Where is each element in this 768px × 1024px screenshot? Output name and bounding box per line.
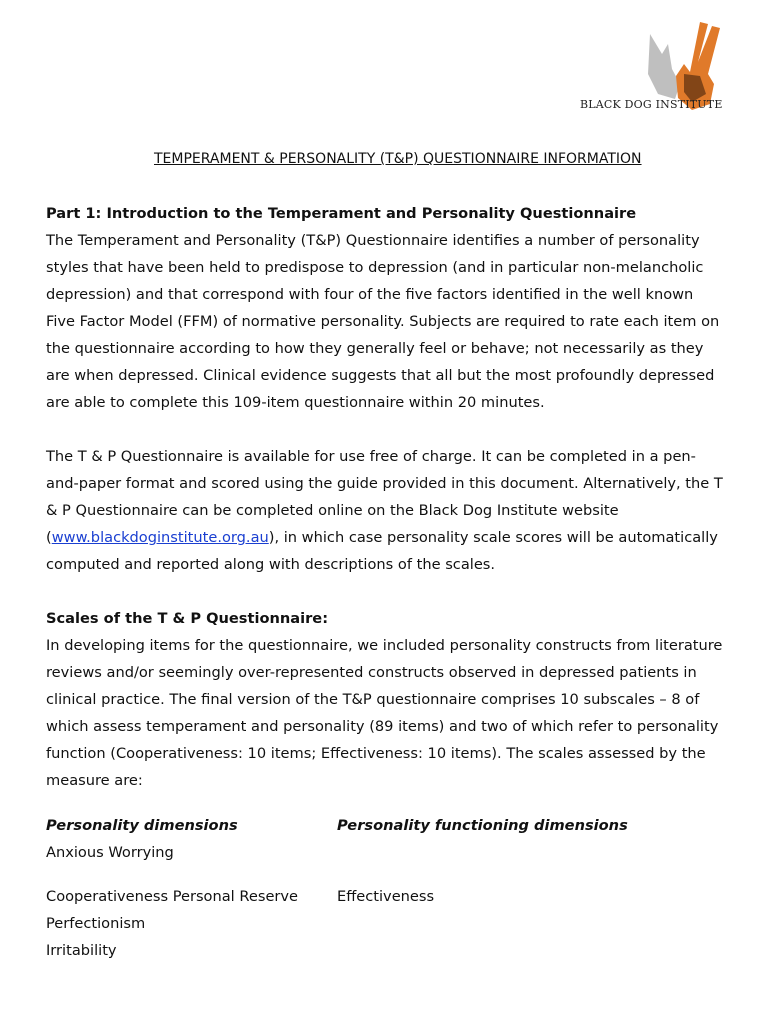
document-body <box>46 200 726 964</box>
dimensions-row <box>46 883 726 910</box>
part1-paragraph-2 <box>46 443 726 578</box>
logo-text: BLACK DOG INSTITUTE <box>580 98 723 111</box>
functioning-dimensions-header: Personality functioning dimensions <box>337 817 628 834</box>
dimension-item: Irritability <box>46 942 117 959</box>
dimension-item: Cooperativeness Personal Reserve <box>46 888 299 905</box>
document-title: TEMPERAMENT & PERSONALITY (T&P) QUESTIONNAIRE INFORMATION <box>154 151 642 167</box>
website-link[interactable]: www.blackdoginstitute.org.au <box>51 529 269 546</box>
part1-paragraph-1: The Temperament and Personality (T&P) Questionnaire identifies a number of personality styles that have been held to predispose to depression (and in particular non-melancholic depression) and that correspond with four of the five factors identified in the well known Five Factor Model (FFM) of normative personality. Subjects are required to rate each item on the questionnaire according to how they generally feel or behave; not necessarily as they are when depressed. Clinical evidence suggests that all but the most profoundly depressed are able to complete this 109-item questionnaire within 20 minutes. <box>46 232 720 411</box>
dimensions-row <box>46 937 726 964</box>
functioning-item: Effectiveness <box>337 888 435 905</box>
dimension-item: Perfectionism <box>46 915 146 932</box>
dimensions-row <box>46 910 726 937</box>
dimensions-header-row <box>46 812 726 839</box>
personality-dimensions-header: Personality dimensions <box>46 817 238 834</box>
dimension-item: Anxious Worrying <box>46 844 174 861</box>
part1-heading: Part 1: Introduction to the Temperament and Personality Questionnaire <box>46 205 637 222</box>
dimensions-row <box>46 839 726 866</box>
scales-paragraph: In developing items for the questionnaire, we included personality constructs from literature reviews and/or seemingly over-represented constructs observed in depressed patients in clinical practice. The final version of the T&P questionnaire comprises 10 subscales – 8 of which assess temperament and personality (89 items) and two of which refer to personality function (Cooperativeness: 10 items; Effectiveness: 10 items). The scales assessed by the measure are: <box>46 637 723 789</box>
paragraph-2-text-start: The T & P Questionnaire is available for use free of charge. It can be completed in a pen-and-paper format and scored using the guide provided in this document. Alternatively, the T & P Questionnaire can be completed online on the Black Dog Institute website ( <box>46 448 723 546</box>
paragraph-2-text-end: ), in which case personality scale scores will be automatically computed and reported along with descriptions of the scales. <box>46 529 718 573</box>
scales-heading: Scales of the T & P Questionnaire: <box>46 610 329 627</box>
